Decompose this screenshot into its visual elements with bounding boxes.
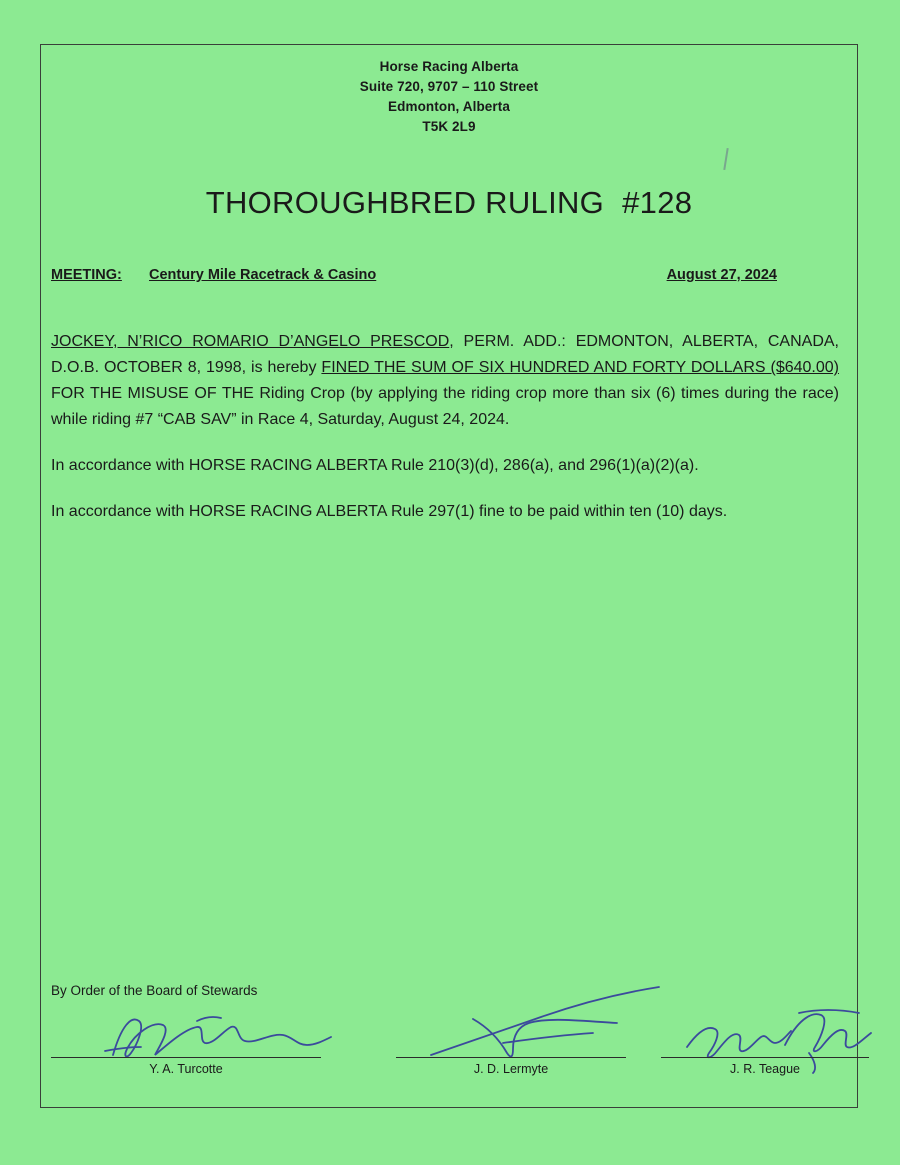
- jockey-name: JOCKEY, N’RICO ROMARIO D’ANGELO PRESCOD: [51, 333, 450, 350]
- stray-pen-mark: [723, 148, 728, 170]
- violation-description: FOR THE MISUSE OF THE Riding Crop (by applying the riding crop more than six (6) times during the race) while riding #7 “CAB SAV” in Race 4, Saturday, August 24, 2024.: [51, 385, 839, 428]
- signature-name-3: J. R. Teague: [730, 1062, 800, 1076]
- signature-rule-2: [396, 1057, 626, 1058]
- signature-mark-lermyte: [421, 983, 681, 1068]
- page-title: [41, 185, 857, 221]
- letterhead-line-1: Horse Racing Alberta: [379, 59, 519, 74]
- signature-rule-3: [661, 1057, 869, 1058]
- letterhead-line-3: Edmonton, Alberta: [388, 99, 510, 114]
- ruling-number: #128: [622, 185, 693, 220]
- body-paragraph-2: In accordance with HORSE RACING ALBERTA Rule 210(3)(d), 286(a), and 296(1)(a)(2)(a).: [51, 457, 699, 474]
- jockey-details: , PERM. ADD.: EDMONTON, ALBERTA, CANADA, D.O.B. OCTOBER 8, 1998, is hereby: [51, 333, 840, 376]
- meeting-venue: Century Mile Racetrack & Casino: [149, 267, 377, 283]
- signature-area: [41, 925, 857, 1105]
- ruling-title-text: THOROUGHBRED RULING: [205, 185, 605, 220]
- letterhead-line-2: Suite 720, 9707 – 110 Street: [359, 79, 539, 94]
- body-paragraph-3: In accordance with HORSE RACING ALBERTA Rule 297(1) fine to be paid within ten (10) days.: [51, 503, 728, 520]
- letterhead-line-4: T5K 2L9: [422, 119, 476, 134]
- document-body: [51, 329, 839, 545]
- fine-amount-text: FINED THE SUM OF SIX HUNDRED AND FORTY DOLLARS ($640.00): [321, 359, 839, 376]
- body-paragraph-1: [51, 329, 839, 433]
- order-of-stewards-line: By Order of the Board of Stewards: [51, 983, 258, 998]
- signature-name-2: J. D. Lermyte: [473, 1062, 549, 1076]
- letterhead: [41, 57, 857, 137]
- document-frame: [40, 44, 858, 1108]
- meeting-label: MEETING:: [51, 267, 122, 283]
- meeting-date: August 27, 2024: [666, 267, 777, 283]
- signature-rule-1: [51, 1057, 321, 1058]
- signature-name-1: Y. A. Turcotte: [149, 1062, 223, 1076]
